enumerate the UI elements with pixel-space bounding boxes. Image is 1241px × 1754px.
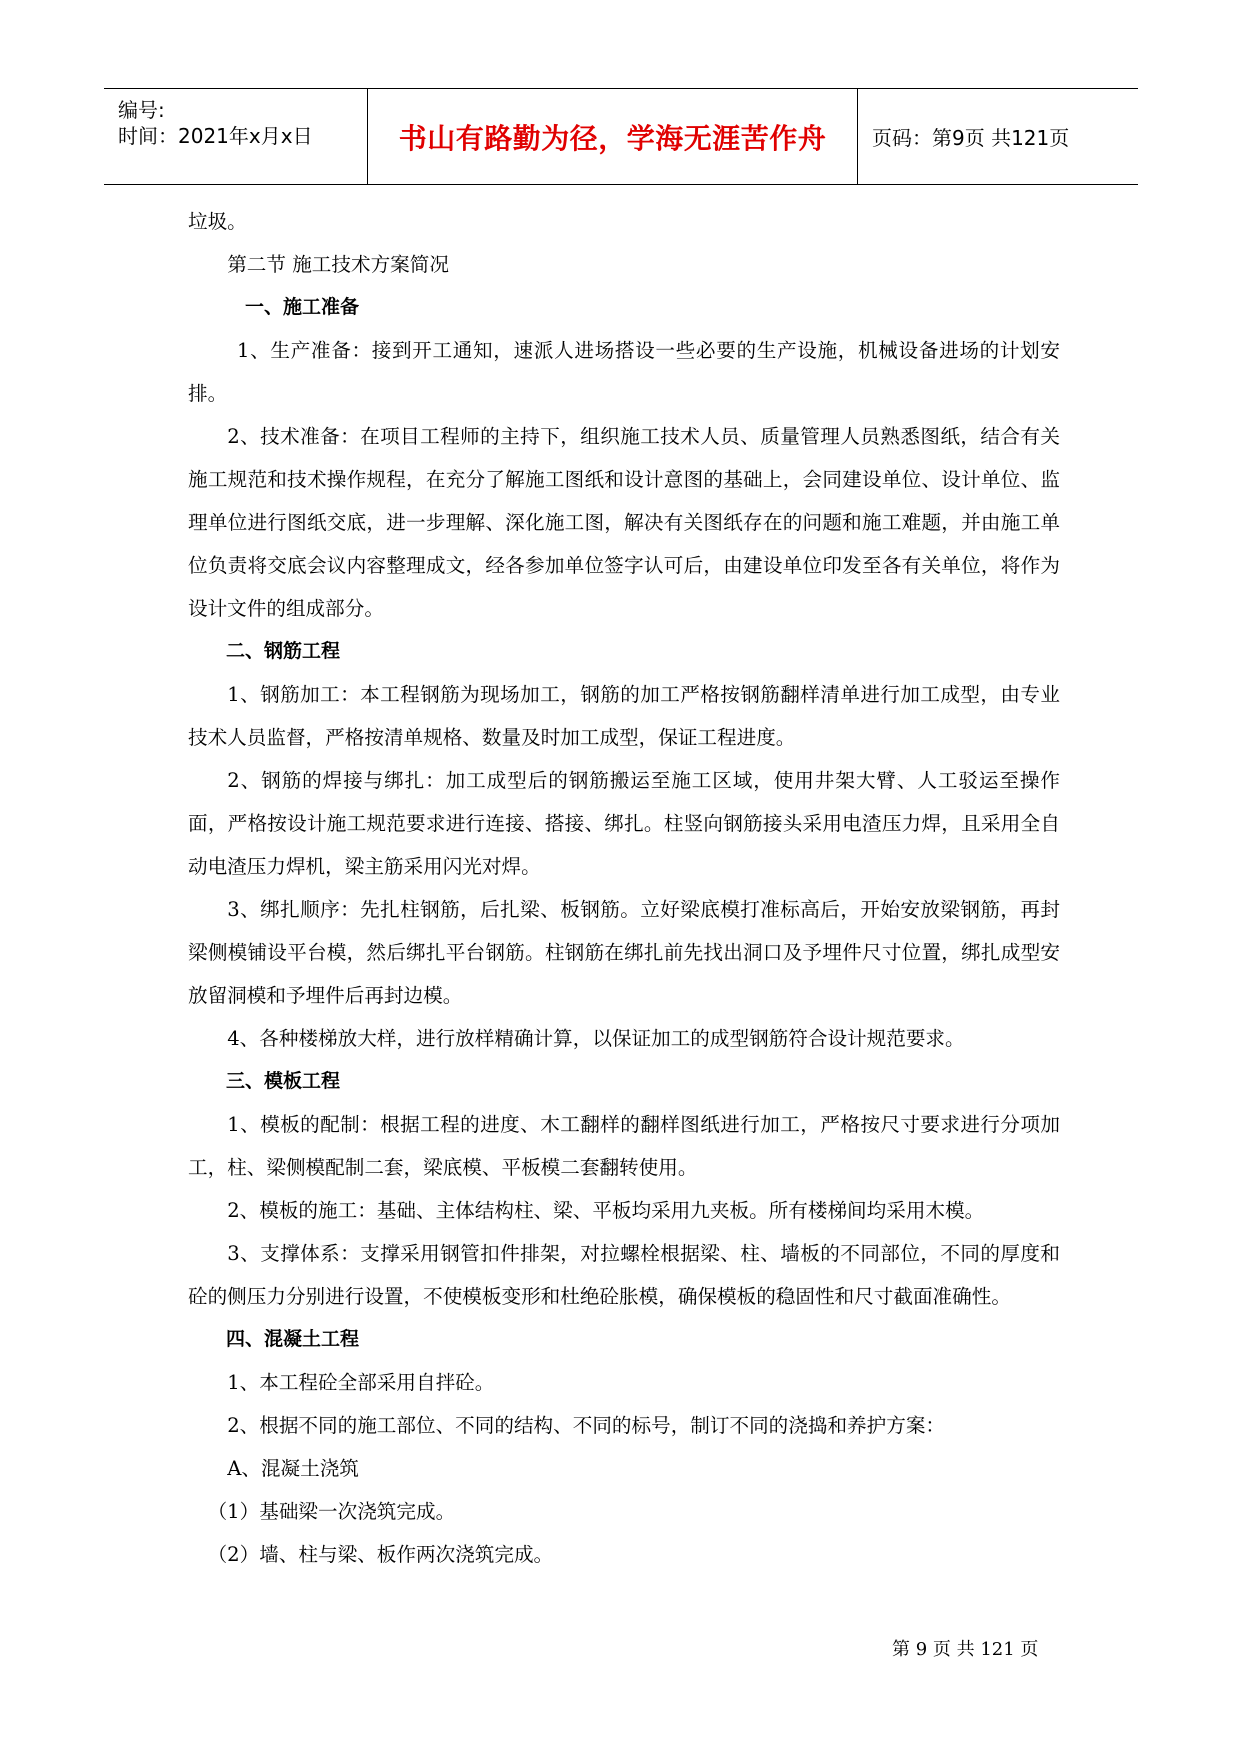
header-motto-cell [368,89,858,184]
paragraph: 1、本工程砼全部采用自拌砼。 [227,1371,495,1394]
document-body [188,200,1060,1576]
heading: 四、混凝土工程 [226,1328,360,1350]
heading: 一、施工准备 [245,296,360,318]
header-page-info: 页码：第9页 共121页 [872,126,1070,150]
section-title: 第二节 施工技术方案简况 [227,253,449,276]
doc-number-label: 编号: [118,98,165,122]
paragraph: 3、支撑体系：支撑采用钢管扣件排架，对拉螺栓根据梁、柱、墙板的不同部位，不同的厚度和砼的侧压力分别进行设置，不使模板变形和杜绝砼胀模，确保模板的稳固性和尺寸截面准确性。 [188,1242,1060,1308]
paragraph: 3、绑扎顺序：先扎柱钢筋，后扎梁、板钢筋。立好梁底模打准标高后，开始安放梁钢筋，再封梁侧模铺设平台模，然后绑扎平台钢筋。柱钢筋在绑扎前先找出洞口及予埋件尺寸位置，绑扎成型安放留洞模和予埋件后再封边模。 [188,898,1060,1007]
header-motto: 书山有路勤为径，学海无涯苦作舟 [398,121,827,155]
page-footer: 第 9 页 共 121 页 [892,1639,1039,1660]
paragraph: （2）墙、柱与梁、板作两次浇筑完成。 [207,1543,554,1566]
header-meta [104,89,368,184]
paragraph: A、混凝土浇筑 [227,1457,359,1480]
paragraph: 2、技术准备：在项目工程师的主持下，组织施工技术人员、质量管理人员熟悉图纸，结合有关施工规范和技术操作规程，在充分了解施工图纸和设计意图的基础上，会同建设单位、设计单位、监理单位进行图纸交底，进一步理解、深化施工图，解决有关图纸存在的问题和施工难题，并由施工单位负责将交底会议内容整理成文，经各参加单位签字认可后，由建设单位印发至各有关单位，将作为设计文件的组成部分。 [188,425,1060,620]
paragraph: 1、钢筋加工：本工程钢筋为现场加工，钢筋的加工严格按钢筋翻样清单进行加工成型，由专业技术人员监督，严格按清单规格、数量及时加工成型，保证工程进度。 [188,683,1060,749]
paragraph: 1、模板的配制：根据工程的进度、木工翻样的翻样图纸进行加工，严格按尺寸要求进行分项加工，柱、梁侧模配制二套，梁底模、平板模二套翻转使用。 [188,1113,1060,1179]
paragraph: （1）基础梁一次浇筑完成。 [207,1500,456,1523]
paragraph: 2、钢筋的焊接与绑扎：加工成型后的钢筋搬运至施工区域，使用井架大臂、人工驳运至操作面，严格按设计施工规范要求进行连接、搭接、绑扎。柱竖向钢筋接头采用电渣压力焊，且采用全自动电渣压力焊机，梁主筋采用闪光对焊。 [188,769,1060,878]
paragraph: 1、生产准备：接到开工通知，速派人进场搭设一些必要的生产设施，机械设备进场的计划安排。 [188,339,1060,405]
paragraph: 垃圾。 [188,210,247,233]
paragraph: 2、根据不同的施工部位、不同的结构、不同的标号，制订不同的浇捣和养护方案： [227,1414,946,1437]
heading: 三、模板工程 [226,1070,341,1092]
page-header [104,88,1138,185]
heading: 二、钢筋工程 [226,640,341,662]
paragraph: 2、模板的施工：基础、主体结构柱、梁、平板均采用九夹板。所有楼梯间均采用木模。 [227,1199,985,1222]
doc-date: 时间：2021年x月x日 [118,124,313,148]
paragraph: 4、各种楼梯放大样，进行放样精确计算，以保证加工的成型钢筋符合设计规范要求。 [227,1027,965,1050]
